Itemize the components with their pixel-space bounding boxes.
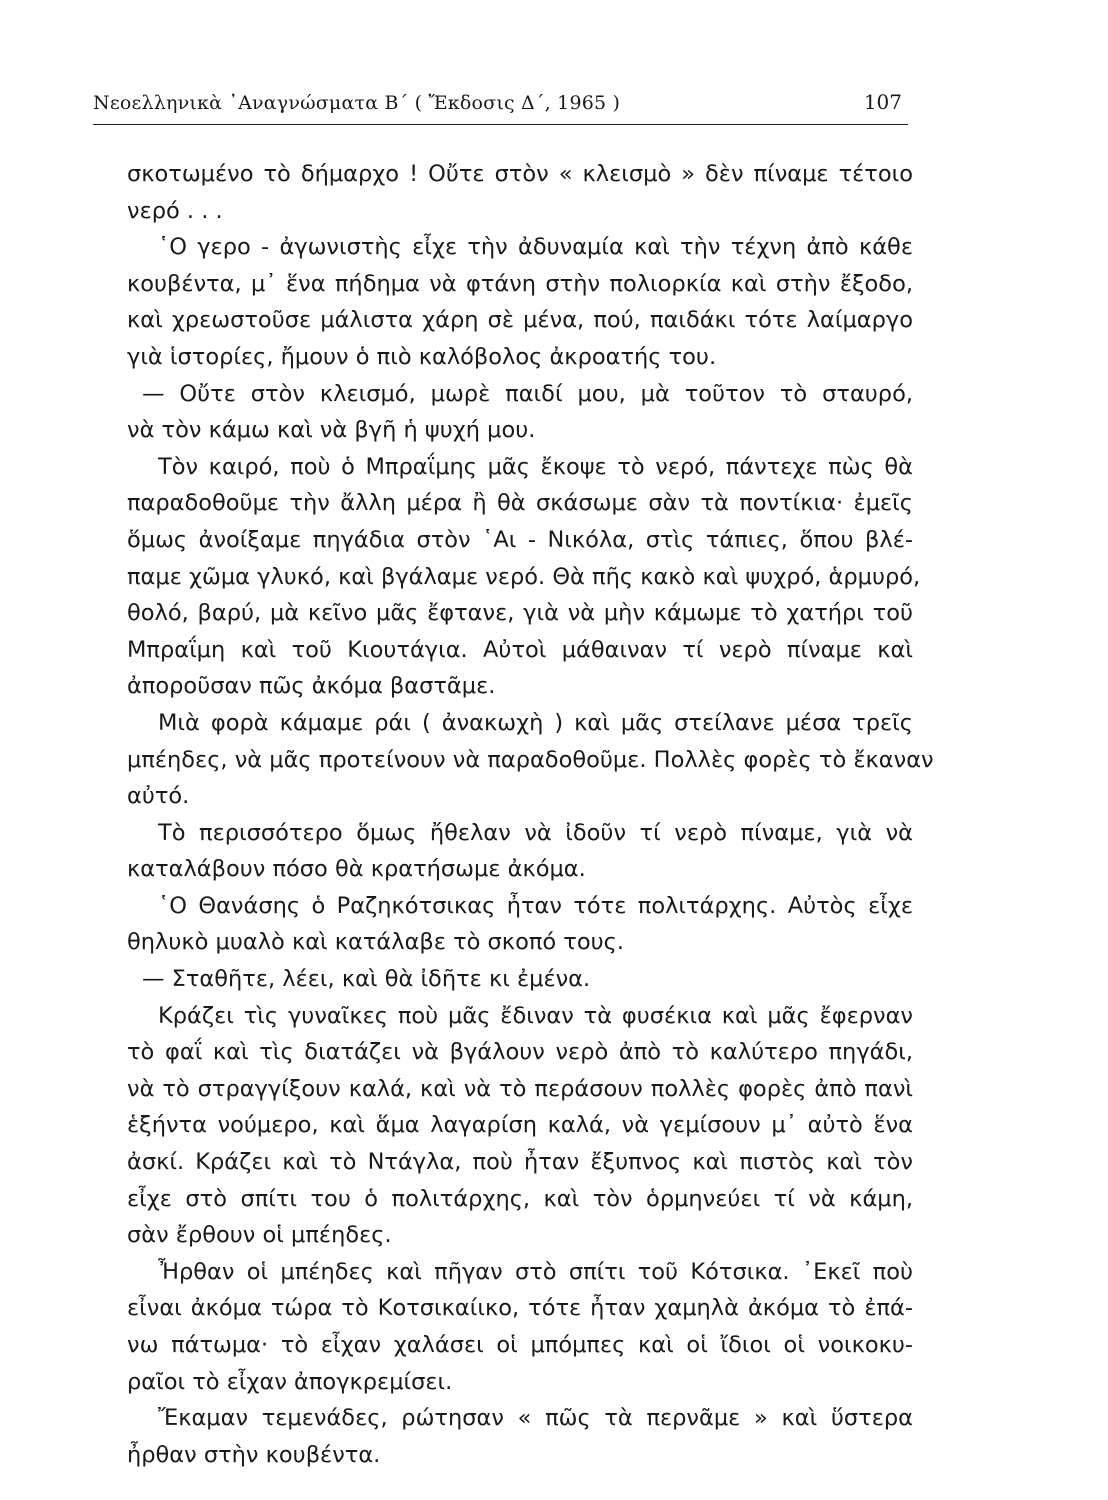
text-line: νὰ τὸν κάμω καὶ νὰ βγῆ ἡ ψυχή μου. [127, 417, 536, 444]
text-line: νω πάτωμα· τὸ εἶχαν χαλάσει οἱ μπόμπες καὶ οἱ ἴδιοι οἱ νοικοκυ- [127, 1332, 913, 1358]
text-line: ῾Ο γερο - ἀγωνιστὴς εἶχε τὴν ἀδυναμία καὶ τὴν τέχνη ἀπὸ κάθε [158, 234, 913, 261]
text-line: τὸ φαΐ καὶ τὶς διατάζει νὰ βγάλουν νερὸ ἀπὸ τὸ καλύτερο πηγάδι, [127, 1039, 913, 1066]
text-line: εἶχε στὸ σπίτι του ὁ πολιτάρχης, καὶ τὸν ὁρμηνεύει τί νὰ κάμη, [127, 1185, 913, 1212]
text-line: Μπραΐμη καὶ τοῦ Κιουτάγια. Αὐτοὶ μάθαιναν τί νερὸ πίναμε καὶ [127, 636, 913, 663]
text-line: — Σταθῆτε, λέει, καὶ θὰ ἰδῆτε κι ἐμένα. [142, 966, 591, 993]
text-line: κουβέντα, μ᾿ ἕνα πήδημα νὰ φτάνη στὴν πολιορκία καὶ στὴν ἔξοδο, [127, 270, 913, 297]
page-number: 107 [863, 90, 902, 114]
text-line: παμε χῶμα γλυκό, καὶ βγάλαμε νερό. Θὰ πῆς κακὸ καὶ ψυχρό, ἁρμυρό, [127, 563, 921, 590]
text-line: Ἔκαμαν τεμενάδες, ρώτησαν « πῶς τὰ περνᾶμε » καὶ ὕστερα [158, 1405, 913, 1432]
text-line: καὶ χρεωστοῦσε μάλιστα χάρη σὲ μένα, πού, παιδάκι τότε λαίμαργο [127, 307, 913, 334]
text-line: σὰν ἔρθουν οἱ μπέηδες. [127, 1222, 392, 1249]
text-line: παραδοθοῦμε τὴν ἄλλη μέρα ἢ θὰ σκάσωμε σὰν τὰ ποντίκια· ἐμεῖς [127, 490, 913, 517]
text-line: Τὸν καιρό, ποὺ ὁ Μπραΐμης μᾶς ἔκοψε τὸ νερό, πάντεχε πὼς θὰ [158, 453, 913, 480]
text-line: ὅμως ἀνοίξαμε πηγάδια στὸν ῾Αι - Νικόλα, στὶς τάπιες, ὅπου βλέ- [127, 526, 913, 553]
text-line: Κράζει τὶς γυναῖκες ποὺ μᾶς ἔδιναν τὰ φυσέκια καὶ μᾶς ἔφερναν [158, 1002, 913, 1029]
text-line: Μιὰ φορὰ κάμαμε ράι ( ἀνακωχὴ ) καὶ μᾶς στείλανε μέσα τρεῖς [158, 709, 913, 736]
body-text [127, 156, 934, 1473]
text-line: νὰ τὸ στραγγίξουν καλά, καὶ νὰ τὸ περάσουν πολλὲς φορὲς ἀπὸ πανὶ [127, 1075, 913, 1102]
text-line: εἶναι ἀκόμα τώρα τὸ Κοτσικαίικο, τότε ἦταν χαμηλὰ ἀκόμα τὸ ἐπά- [127, 1295, 913, 1322]
text-line: νερό . . . [127, 197, 223, 224]
text-line: μπέηδες, νὰ μᾶς προτείνουν νὰ παραδοθοῦμε. Πολλὲς φορὲς τὸ ἔκαναν [127, 746, 934, 773]
text-line: καταλάβουν πόσο θὰ κρατήσωμε ἀκόμα. [127, 856, 586, 883]
text-line: ἦρθαν στὴν κουβέντα. [127, 1441, 381, 1468]
text-line: ἀποροῦσαν πῶς ἀκόμα βαστᾶμε. [127, 673, 496, 700]
text-line: ῾Ο Θανάσης ὁ Ραζηκότσικας ἦταν τότε πολιτάρχης. Αὐτὸς εἶχε [158, 892, 913, 919]
text-line: Ἦρθαν οἱ μπέηδες καὶ πῆγαν στὸ σπίτι τοῦ Κότσικα. ᾿Εκεῖ ποὺ [158, 1258, 913, 1285]
text-line: θηλυκὸ μυαλὸ καὶ κατάλαβε τὸ σκοπό τους. [127, 929, 624, 956]
text-line: γιὰ ἱστορίες, ἤμουν ὁ πιὸ καλόβολος ἀκροατής του. [127, 343, 717, 370]
text-line: αὐτό. [127, 783, 190, 810]
running-header [93, 90, 908, 125]
text-line: Τὸ περισσότερο ὅμως ἤθελαν νὰ ἰδοῦν τί νερὸ πίναμε, γιὰ νὰ [158, 819, 913, 846]
text-line: ἑξήντα νούμερο, καὶ ἅμα λαγαρίση καλά, νὰ γεμίσουν μ᾿ αὐτὸ ἕνα [127, 1112, 913, 1139]
text-line: σκοτωμένο τὸ δήμαρχο ! Οὔτε στὸν « κλεισμὸ » δὲν πίναμε τέτοιο [127, 161, 913, 187]
text-line: ἀσκί. Κράζει καὶ τὸ Ντάγλα, ποὺ ἦταν ἔξυπνος καὶ πιστὸς καὶ τὸν [127, 1149, 913, 1176]
header-title: Νεοελληνικὰ ᾿Αναγνώσματα Β΄ ( Ἔκδοσις Δ΄, 1965 ) [93, 92, 621, 114]
text-line: — Οὔτε στὸν κλεισμό, μωρὲ παιδί μου, μὰ τοῦτον τὸ σταυρό, [142, 380, 913, 407]
text-line: ραῖοι τὸ εἶχαν ἀπογκρεμίσει. [127, 1368, 453, 1395]
text-line: θολό, βαρύ, μὰ κεῖνο μᾶς ἔφτανε, γιὰ νὰ μὴν κάμωμε τὸ χατήρι τοῦ [127, 600, 913, 627]
